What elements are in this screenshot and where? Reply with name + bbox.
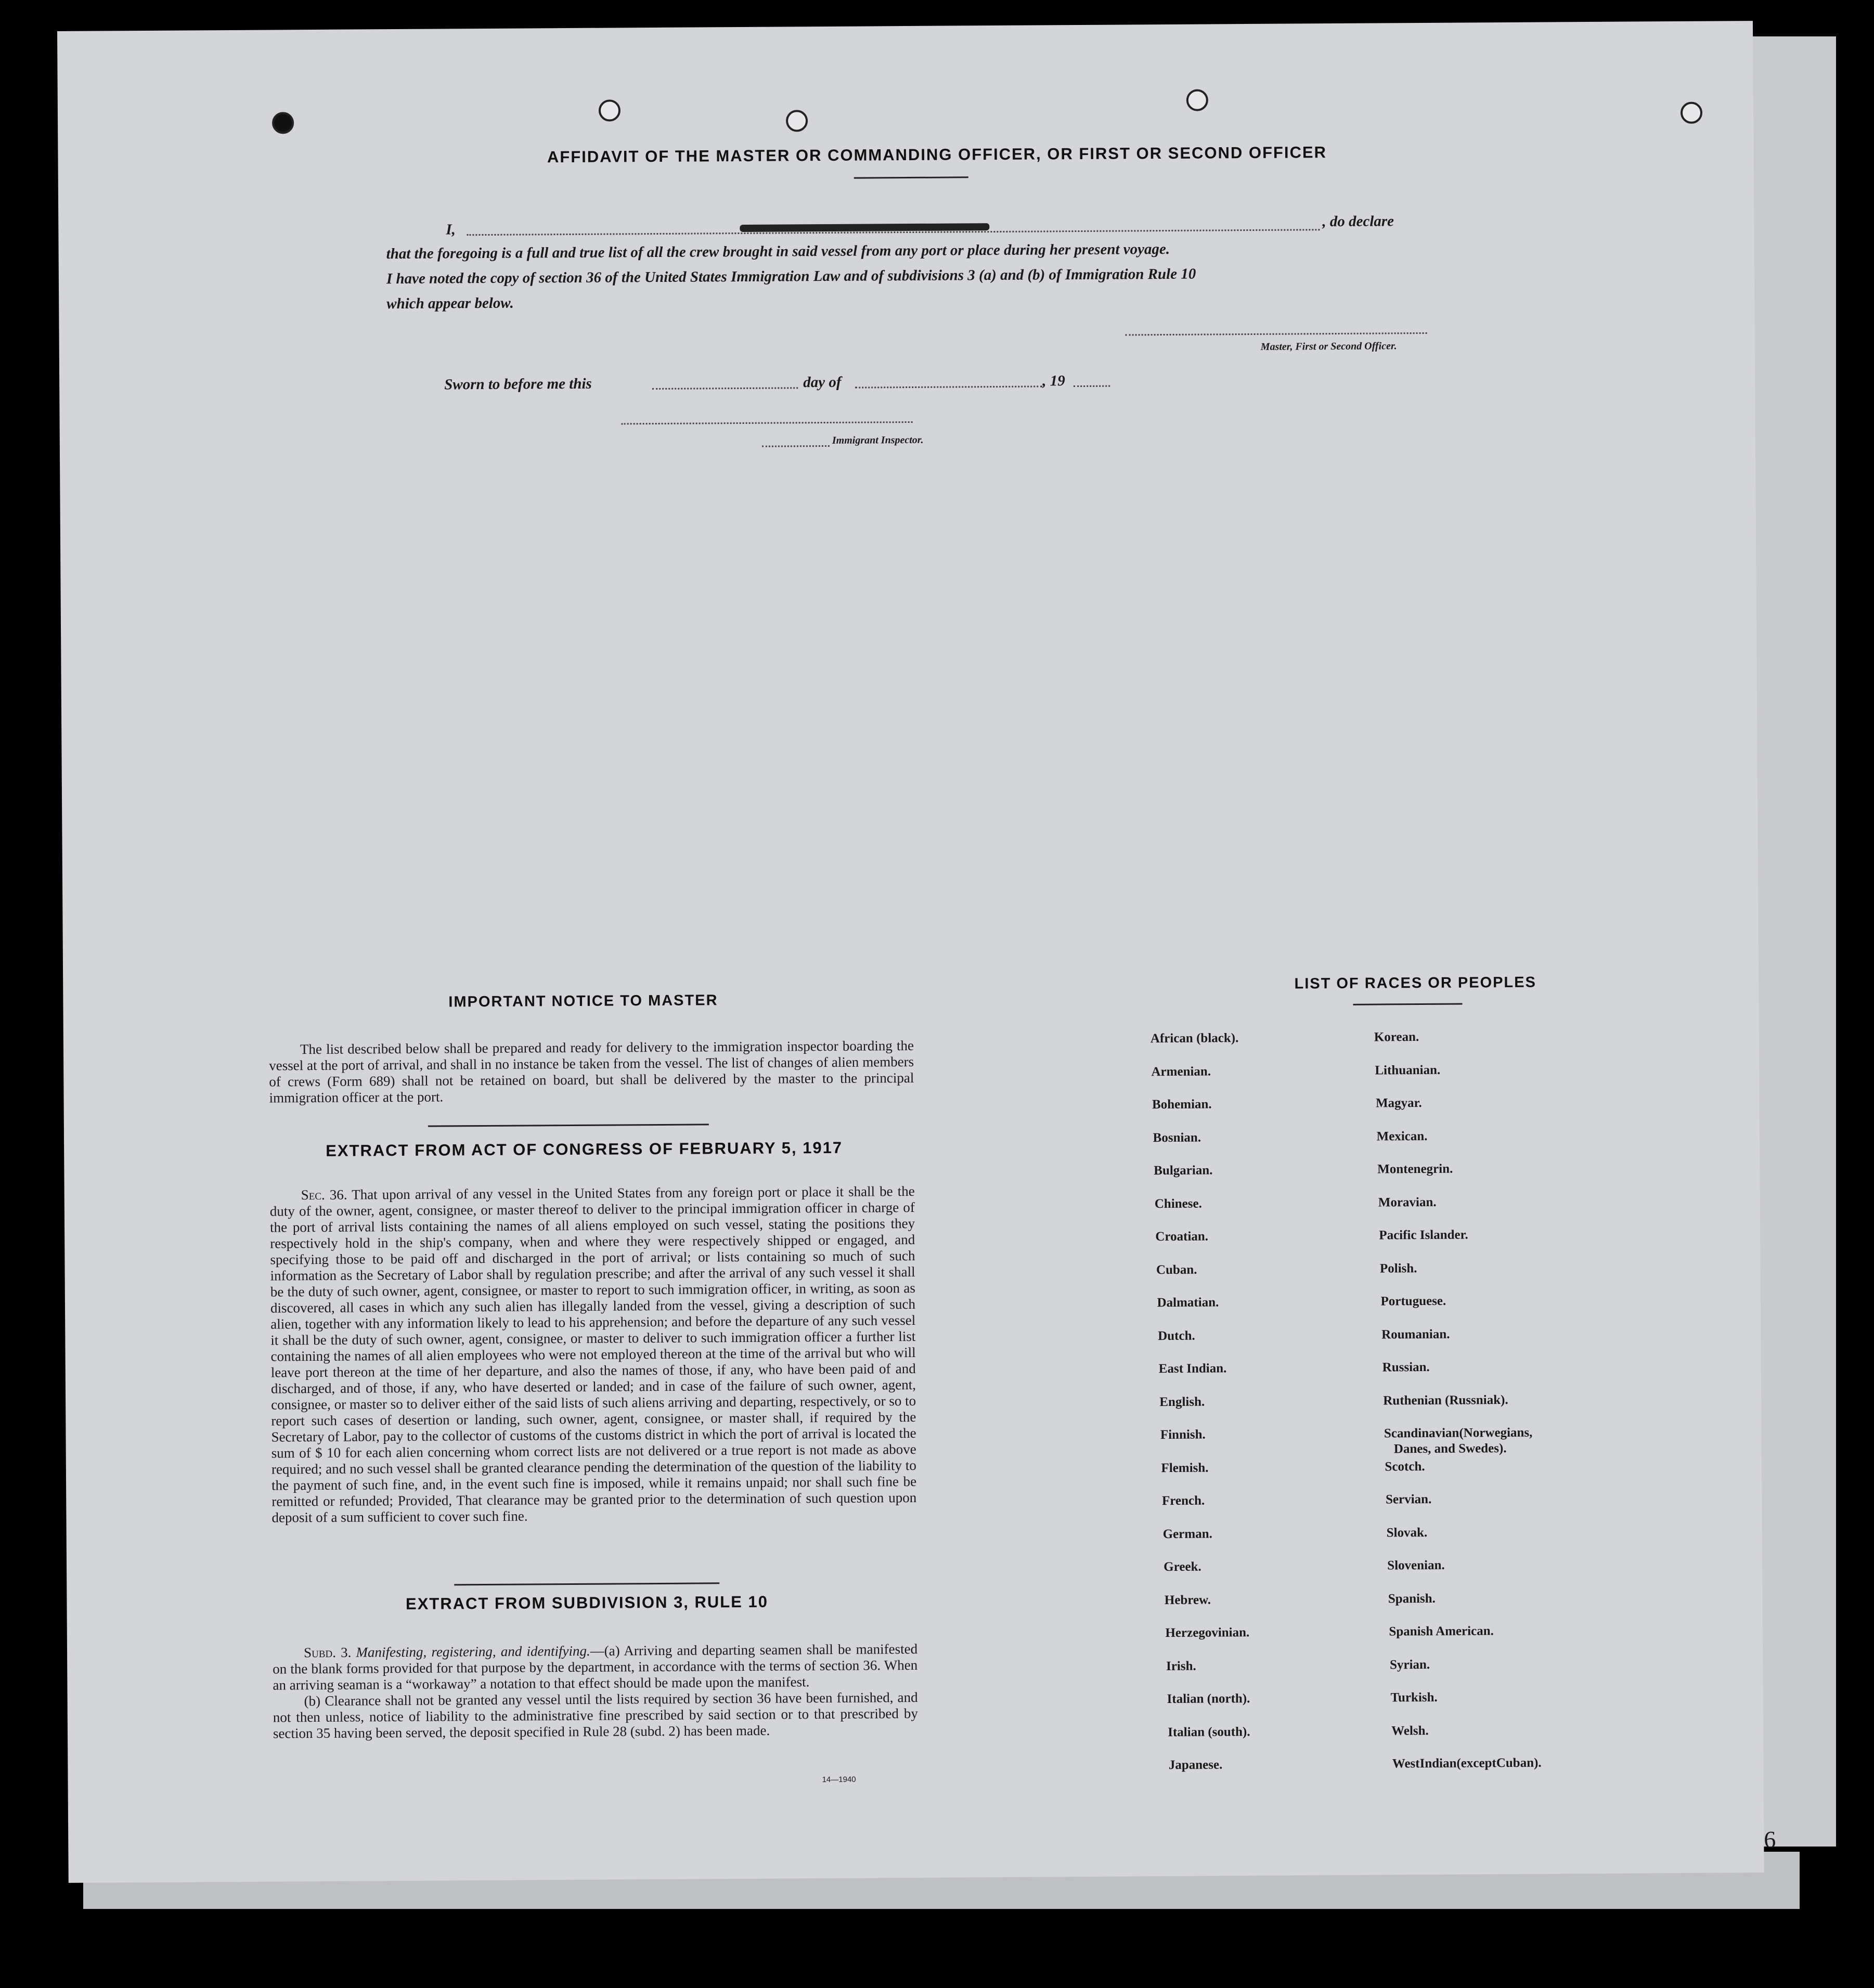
race-item: English.	[1159, 1395, 1205, 1409]
race-item: Bosnian.	[1153, 1130, 1201, 1145]
rule-heading: Manifesting, registering, and identifying.	[356, 1643, 590, 1660]
race-item: Dutch.	[1158, 1328, 1195, 1343]
sworn-month-blank	[855, 385, 1042, 388]
notice-rule	[428, 1124, 709, 1127]
race-item: Pacific Islander.	[1379, 1228, 1468, 1243]
notice-title: IMPORTANT NOTICE TO MASTER	[448, 992, 718, 1011]
race-item: Montenegrin.	[1377, 1161, 1453, 1177]
race-item: Scandinavian(Norwegians, Danes, and Swedes).	[1384, 1425, 1533, 1456]
document-page	[57, 21, 1776, 1883]
race-item: Bulgarian.	[1154, 1163, 1213, 1178]
race-item: Cuban.	[1156, 1262, 1197, 1277]
race-item: Italian (north).	[1167, 1692, 1250, 1707]
sworn-label: Sworn to before me this	[444, 375, 592, 393]
margin-mark: 6	[1764, 1826, 1776, 1853]
race-item: Bohemian.	[1152, 1097, 1212, 1112]
race-item: Russian.	[1382, 1360, 1430, 1375]
rule-subd-label: Subd. 3.	[303, 1644, 352, 1661]
affidavit-line1-end: , do declare	[1322, 213, 1394, 230]
race-item: Roumanian.	[1381, 1327, 1450, 1341]
race-item: Italian (south).	[1168, 1724, 1250, 1739]
punch-hole	[272, 112, 294, 134]
race-item: Armenian.	[1151, 1064, 1211, 1079]
race-item: Portuguese.	[1380, 1294, 1446, 1309]
race-item: Lithuanian.	[1375, 1063, 1441, 1078]
race-item: Korean.	[1374, 1030, 1419, 1044]
day-of-label: day of	[803, 373, 842, 391]
punch-hole	[599, 99, 621, 121]
master-signature-label: Master, First or Second Officer.	[1260, 340, 1397, 353]
act-section-text: That upon arrival of any vessel in the United States from any foreign port or place it shall be the duty of the owner, agent, consignee, or master thereof to deliver to the principal immigration officer in charge of the port of arrival lists containing the names of all aliens employed on such vessel, stating the positions they respectively hold in the ship's company, when and where they were respectively shipped or engaged, and specifying those to be paid off and discharged in the port of arrival; or lists containing so much of such information as the Secretary of Labor shall by regulation prescribe; and after the arrival of any such vessel it shall be the duty of such owner, agent, consignee, or master to report to such immigration officer, in writing, as soon as discovered, all cases in which any such alien has illegally landed from the vessel, giving a description of such alien, together with any information likely to lead to his apprehension; and before the departure of any such vessel it shall be the duty of such owner, agent, consignee, or master to deliver to such immigration officer a further list containing the names of all alien employees who were not employed thereon at the time of the arrival but who will leave port thereon at the time of her departure, and also the names of those, if any, who have been paid of and discharged, and of those, if any, who have deserted or landed; and in case of the failure of such owner, agent, consignee, or master so to deliver either of the said lists of such aliens arriving and departing, respectively, or so to report such cases of desertion or landing, such owner, agent, consignee, or master shall, if required by the Secretary of Labor, pay to the collector of customs of the customs district in which the port of arrival is located the sum of $ 10 for each alien concerning whom correct lists are not delivered or a true report is not made as above required; and no such vessel shall be granted clearance pending the determination of the question of the liability to the payment of such fine, and, in the event such fine is imposed, while it remains unpaid; nor shall such fine be remitted or refunded; Provided, That clearance may be granted prior to the determination of such question upon deposit of a sum sufficient to cover such fine.	[269, 1183, 917, 1526]
races-rule	[1353, 1003, 1462, 1005]
race-item: French.	[1162, 1493, 1205, 1508]
race-item: Mexican.	[1376, 1129, 1428, 1144]
race-item: Spanish.	[1388, 1591, 1436, 1606]
race-item: Spanish American.	[1389, 1624, 1494, 1639]
sworn-day-blank	[652, 387, 798, 390]
inspector-label: Immigrant Inspector.	[832, 434, 924, 446]
form-number: 14—1940	[822, 1775, 856, 1785]
race-item: Irish.	[1166, 1659, 1196, 1673]
race-item: Flemish.	[1161, 1461, 1209, 1475]
inspector-prefix-line	[762, 445, 830, 447]
notice-text: The list described below shall be prepared and ready for delivery to the immigration inspector boarding the vessel at the port of arrival, and shall in no instance be taken from the vessel. The list of changes of alien members of crews (Form 689) shall not be retained on board, but shall be delivered by the master to the principal immigration officer at the port.	[269, 1037, 914, 1106]
race-item: WestIndian(exceptCuban).	[1392, 1755, 1542, 1771]
race-item: Servian.	[1386, 1492, 1432, 1507]
rule-text-a: —(a) Arriving and departing seamen shall be manifested on the blank forms provided for that purpose by the department, in accordance with the terms of section 36. When an arriving seaman is a “workaway” a notation to that effect should be made upon the manifest.	[273, 1641, 918, 1693]
race-item: Dalmatian.	[1157, 1295, 1219, 1310]
rule-title: EXTRACT FROM SUBDIVISION 3, RULE 10	[405, 1592, 769, 1613]
race-item: East Indian.	[1158, 1361, 1227, 1376]
redacted-text	[740, 223, 989, 232]
year-label: , 19	[1042, 372, 1065, 390]
race-item: African (black).	[1150, 1031, 1239, 1046]
sworn-year-blank	[1074, 385, 1110, 387]
races-right-column	[57, 21, 1753, 31]
race-item: Greek.	[1164, 1559, 1201, 1574]
race-item: Herzegovinian.	[1165, 1625, 1250, 1641]
affidavit-line3: I have noted the copy of section 36 of the United States Immigration Law and of subdivisions 3 (a) and (b) of Immigration Rule 10	[386, 265, 1196, 288]
races-title: LIST OF RACES OR PEOPLES	[1294, 974, 1536, 992]
punch-hole	[1186, 89, 1208, 111]
race-item: Magyar.	[1375, 1096, 1422, 1111]
race-item: Turkish.	[1390, 1690, 1438, 1705]
race-item: Slovak.	[1386, 1525, 1428, 1540]
race-item: Finnish.	[1160, 1427, 1206, 1442]
affidavit-title: AFFIDAVIT OF THE MASTER OR COMMANDING OFFICER, OR FIRST OR SECOND OFFICER	[547, 143, 1327, 166]
race-item: Scotch.	[1385, 1459, 1425, 1474]
race-item: Polish.	[1379, 1261, 1417, 1276]
race-item: Welsh.	[1391, 1723, 1429, 1738]
race-item: Hebrew.	[1164, 1593, 1211, 1607]
race-item: Ruthenian (Russniak).	[1383, 1392, 1508, 1408]
act-rule	[454, 1582, 719, 1585]
act-text	[270, 1183, 917, 1526]
race-item: Chinese.	[1154, 1196, 1202, 1211]
race-item: German.	[1162, 1526, 1212, 1541]
rule-text-b: (b) Clearance shall not be granted any vessel until the lists required by section 36 have been furnished, and not then unless, notice of liability to the administrative fine prescribed by said section or to that prescribed by section 35 having been served, the deposit specified in Rule 28 (subd. 2) has been made.	[273, 1689, 918, 1741]
race-item: Slovenian.	[1387, 1558, 1445, 1573]
inspector-signature-line	[622, 421, 913, 424]
affidavit-line1-start: I,	[446, 221, 456, 238]
races-left-column	[57, 21, 1753, 31]
title-underline	[854, 176, 968, 178]
master-signature-line	[1126, 332, 1427, 336]
race-item: Croatian.	[1155, 1229, 1209, 1244]
race-item: Moravian.	[1378, 1195, 1437, 1210]
race-item: Syrian.	[1389, 1657, 1430, 1672]
rule-text	[273, 1641, 918, 1742]
affidavit-line4: which appear below.	[386, 294, 514, 313]
punch-hole	[1681, 102, 1702, 124]
race-item: Japanese.	[1168, 1758, 1223, 1773]
act-title: EXTRACT FROM ACT OF CONGRESS OF FEBRUARY 5, 1917	[326, 1138, 843, 1160]
affidavit-line2: that the foregoing is a full and true list of all the crew brought in said vessel from any port or place during her present voyage.	[386, 240, 1170, 263]
punch-hole	[786, 110, 808, 132]
act-section-label: Sec. 36.	[301, 1186, 347, 1203]
